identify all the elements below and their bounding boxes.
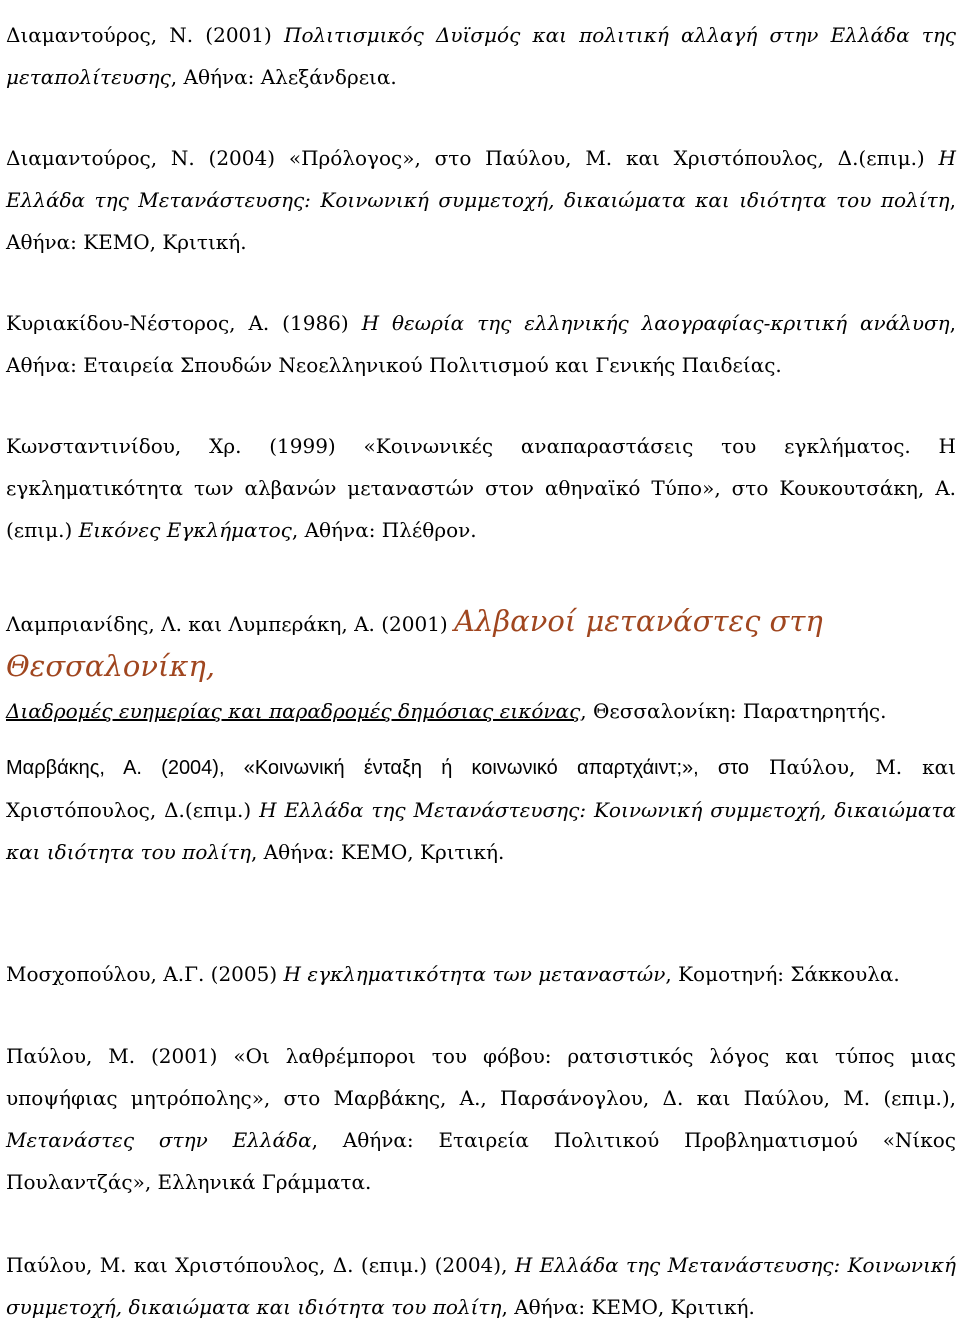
reference-title: Η Ελλάδα της Μετανάστευσης: Κοινωνική συμμετοχή, δικαιώματα και ιδιότητα του πολίτη <box>6 146 956 212</box>
reference-author: Κυριακίδου-Νέστορος, Α. (1986) <box>6 311 362 335</box>
reference-publisher: , Αθήνα: ΚΕΜΟ, Κριτική. <box>501 1295 755 1319</box>
reference-author: Μαρβάκης, Α. (2004), «Κοινωνική ένταξη ή κοινωνικό απαρτχάιντ;», στο <box>6 757 750 779</box>
reference-publisher: , Αθήνα: ΚΕΜΟ, Κριτική. <box>6 188 956 254</box>
reference-author: Διαμαντούρος, Ν. (2001) <box>6 23 285 47</box>
reference-title: Η θεωρία της ελληνικής λαογραφίας-κριτική ανάλυση <box>361 311 950 335</box>
reference-author: Μοσχοπούλου, Α.Γ. (2005) <box>6 962 284 986</box>
reference-entry <box>6 746 956 873</box>
reference-publisher: , Αθήνα: Εταιρεία Πολιτικού Προβληματισμού «Νίκος Πουλαντζάς», Ελληνικά Γράμματα. <box>6 1128 957 1194</box>
reference-publisher: , Αθήνα: Πλέθρον. <box>291 518 477 542</box>
reference-entry <box>6 425 956 551</box>
reference-title: Εικόνες Εγκλήματος <box>78 518 292 542</box>
reference-author: Διαμαντούρος, Ν. (2004) «Πρόλογος», στο Παύλου, Μ. και Χριστόπουλος, Δ.(επιμ.) <box>6 146 939 170</box>
reference-author: Κωνσταντινίδου, Χρ. (1999) «Κοινωνικές αναπαραστάσεις του εγκλήματος. Η εγκληματικότητα των αλβανών μεταναστών στον αθηναϊκό Τύπο», στο Κουκουτσάκη, Α. (επιμ.) <box>6 434 956 542</box>
reference-subtitle: Διαδρομές ευημερίας και παραδρομές δημόσιας εικόνας <box>6 699 581 723</box>
reference-publisher: , Κομοτηνή: Σάκκουλα. <box>665 962 900 986</box>
reference-publisher: , Θεσσαλονίκη: Παρατηρητής. <box>580 699 887 723</box>
reference-entry <box>6 953 956 995</box>
reference-author: Παύλου, Μ. και Χριστόπουλος, Δ. (επιμ.) (2004), <box>6 1253 515 1277</box>
reference-entry <box>6 14 956 98</box>
reference-entry <box>6 302 956 386</box>
reference-entry <box>6 137 956 263</box>
reference-title: Η εγκληματικότητα των μεταναστών <box>283 962 666 986</box>
reference-entry <box>6 1244 956 1328</box>
reference-title: Μετανάστες στην Ελλάδα <box>6 1128 312 1152</box>
reference-title: Πολιτισμικός Δυϊσμός και πολιτική αλλαγή στην Ελλάδα της μεταπολίτευσης <box>6 23 957 89</box>
reference-author-editors: Παύλου, Μ. και Χριστόπουλος, Δ.(επιμ.) <box>6 755 957 822</box>
reference-author: Λαμπριανίδης, Λ. και Λυμπεράκη, Α. (2001) <box>6 612 455 636</box>
reference-publisher: , Αθήνα: Αλεξάνδρεια. <box>170 65 397 89</box>
reference-title-link[interactable]: Αλβανοί μετανάστες στη Θεσσαλονίκη, <box>6 604 823 683</box>
reference-publisher: , Αθήνα: ΚΕΜΟ, Κριτική. <box>250 840 505 864</box>
reference-title: Η Ελλάδα της Μετανάστευσης: Κοινωνική συμμετοχή, δικαιώματα και ιδιότητα του πολίτη <box>6 1253 957 1319</box>
reference-title: Η Ελλάδα της Μετανάστευσης: Κοινωνική συμμετοχή, δικαιώματα και ιδιότητα του πολίτη <box>6 798 956 864</box>
reference-entry <box>6 600 956 732</box>
reference-publisher: , Αθήνα: Εταιρεία Σπουδών Νεοελληνικού Πολιτισμού και Γενικής Παιδείας. <box>6 311 956 377</box>
reference-author: Παύλου, Μ. (2001) «Οι λαθρέμποροι του φόβου: ρατσιστικός λόγος και τύπος μιας υποψήφιας μητρόπολης», στο Μαρβάκης, Α., Παρσάνογλου, Δ. και Παύλου, Μ. (επιμ.), <box>6 1044 956 1110</box>
reference-entry <box>6 1035 956 1203</box>
